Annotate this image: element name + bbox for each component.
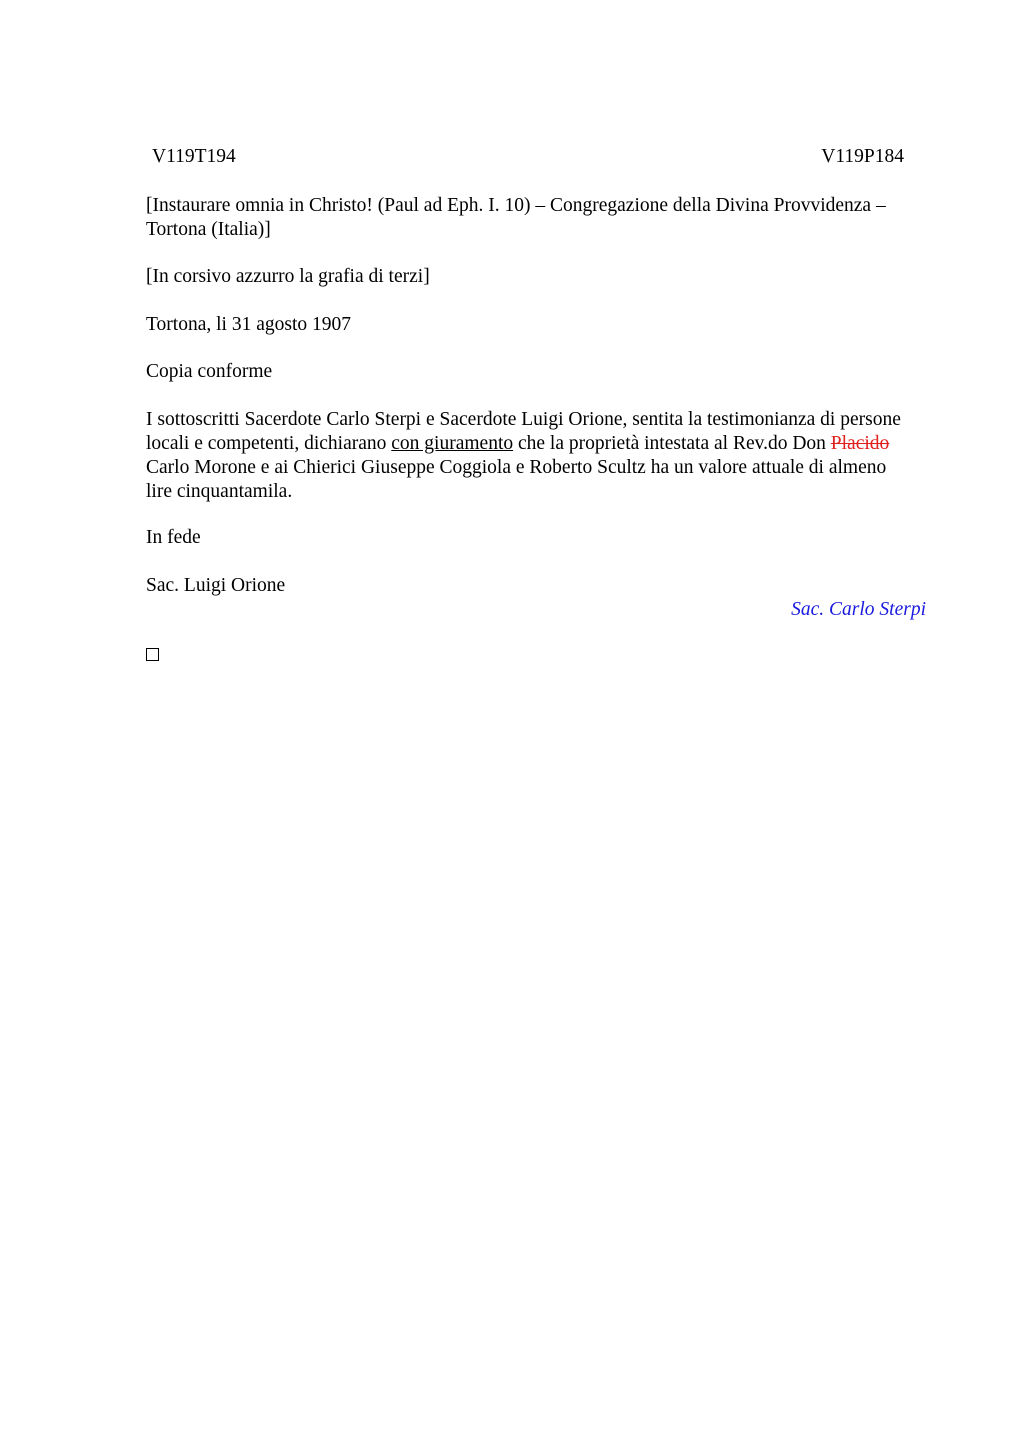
deleted-text: Placido (830, 433, 890, 454)
body-paragraph (146, 408, 906, 504)
checkbox-icon[interactable] (146, 648, 159, 661)
body-text-part2: che la proprietà intestata al Rev.do Don (513, 433, 831, 454)
date-line: Tortona, li 31 agosto 1907 (146, 314, 351, 335)
body-text-part1: I sottoscritti Sacerdote Carlo Sterpi e Sacerdote Luigi Orione, sentita la testimonianza di persone locali e competenti, dichiarano (146, 409, 901, 454)
code-left: V119T194 (152, 146, 236, 167)
letterhead: [Instaurare omnia in Christo! (Paul ad Eph. I. 10) – Congregazione della Divina Provvidenza – Tortona (Italia)] (146, 195, 886, 240)
signature-sterpi: Sac. Carlo Sterpi (791, 599, 926, 620)
closing: In fede (146, 527, 201, 548)
copy-line: Copia conforme (146, 361, 273, 382)
code-right: V119P184 (821, 146, 904, 167)
body-text-part3: Carlo Morone e ai Chierici Giuseppe Coggiola e Roberto Scultz ha un valore attuale di almeno lire cinquantamila. (146, 457, 887, 502)
editor-note: [In corsivo azzurro la grafia di terzi] (146, 266, 430, 287)
document-codes (152, 145, 904, 169)
underlined-text: con giuramento (391, 433, 514, 454)
signature-orione: Sac. Luigi Orione (146, 575, 286, 596)
